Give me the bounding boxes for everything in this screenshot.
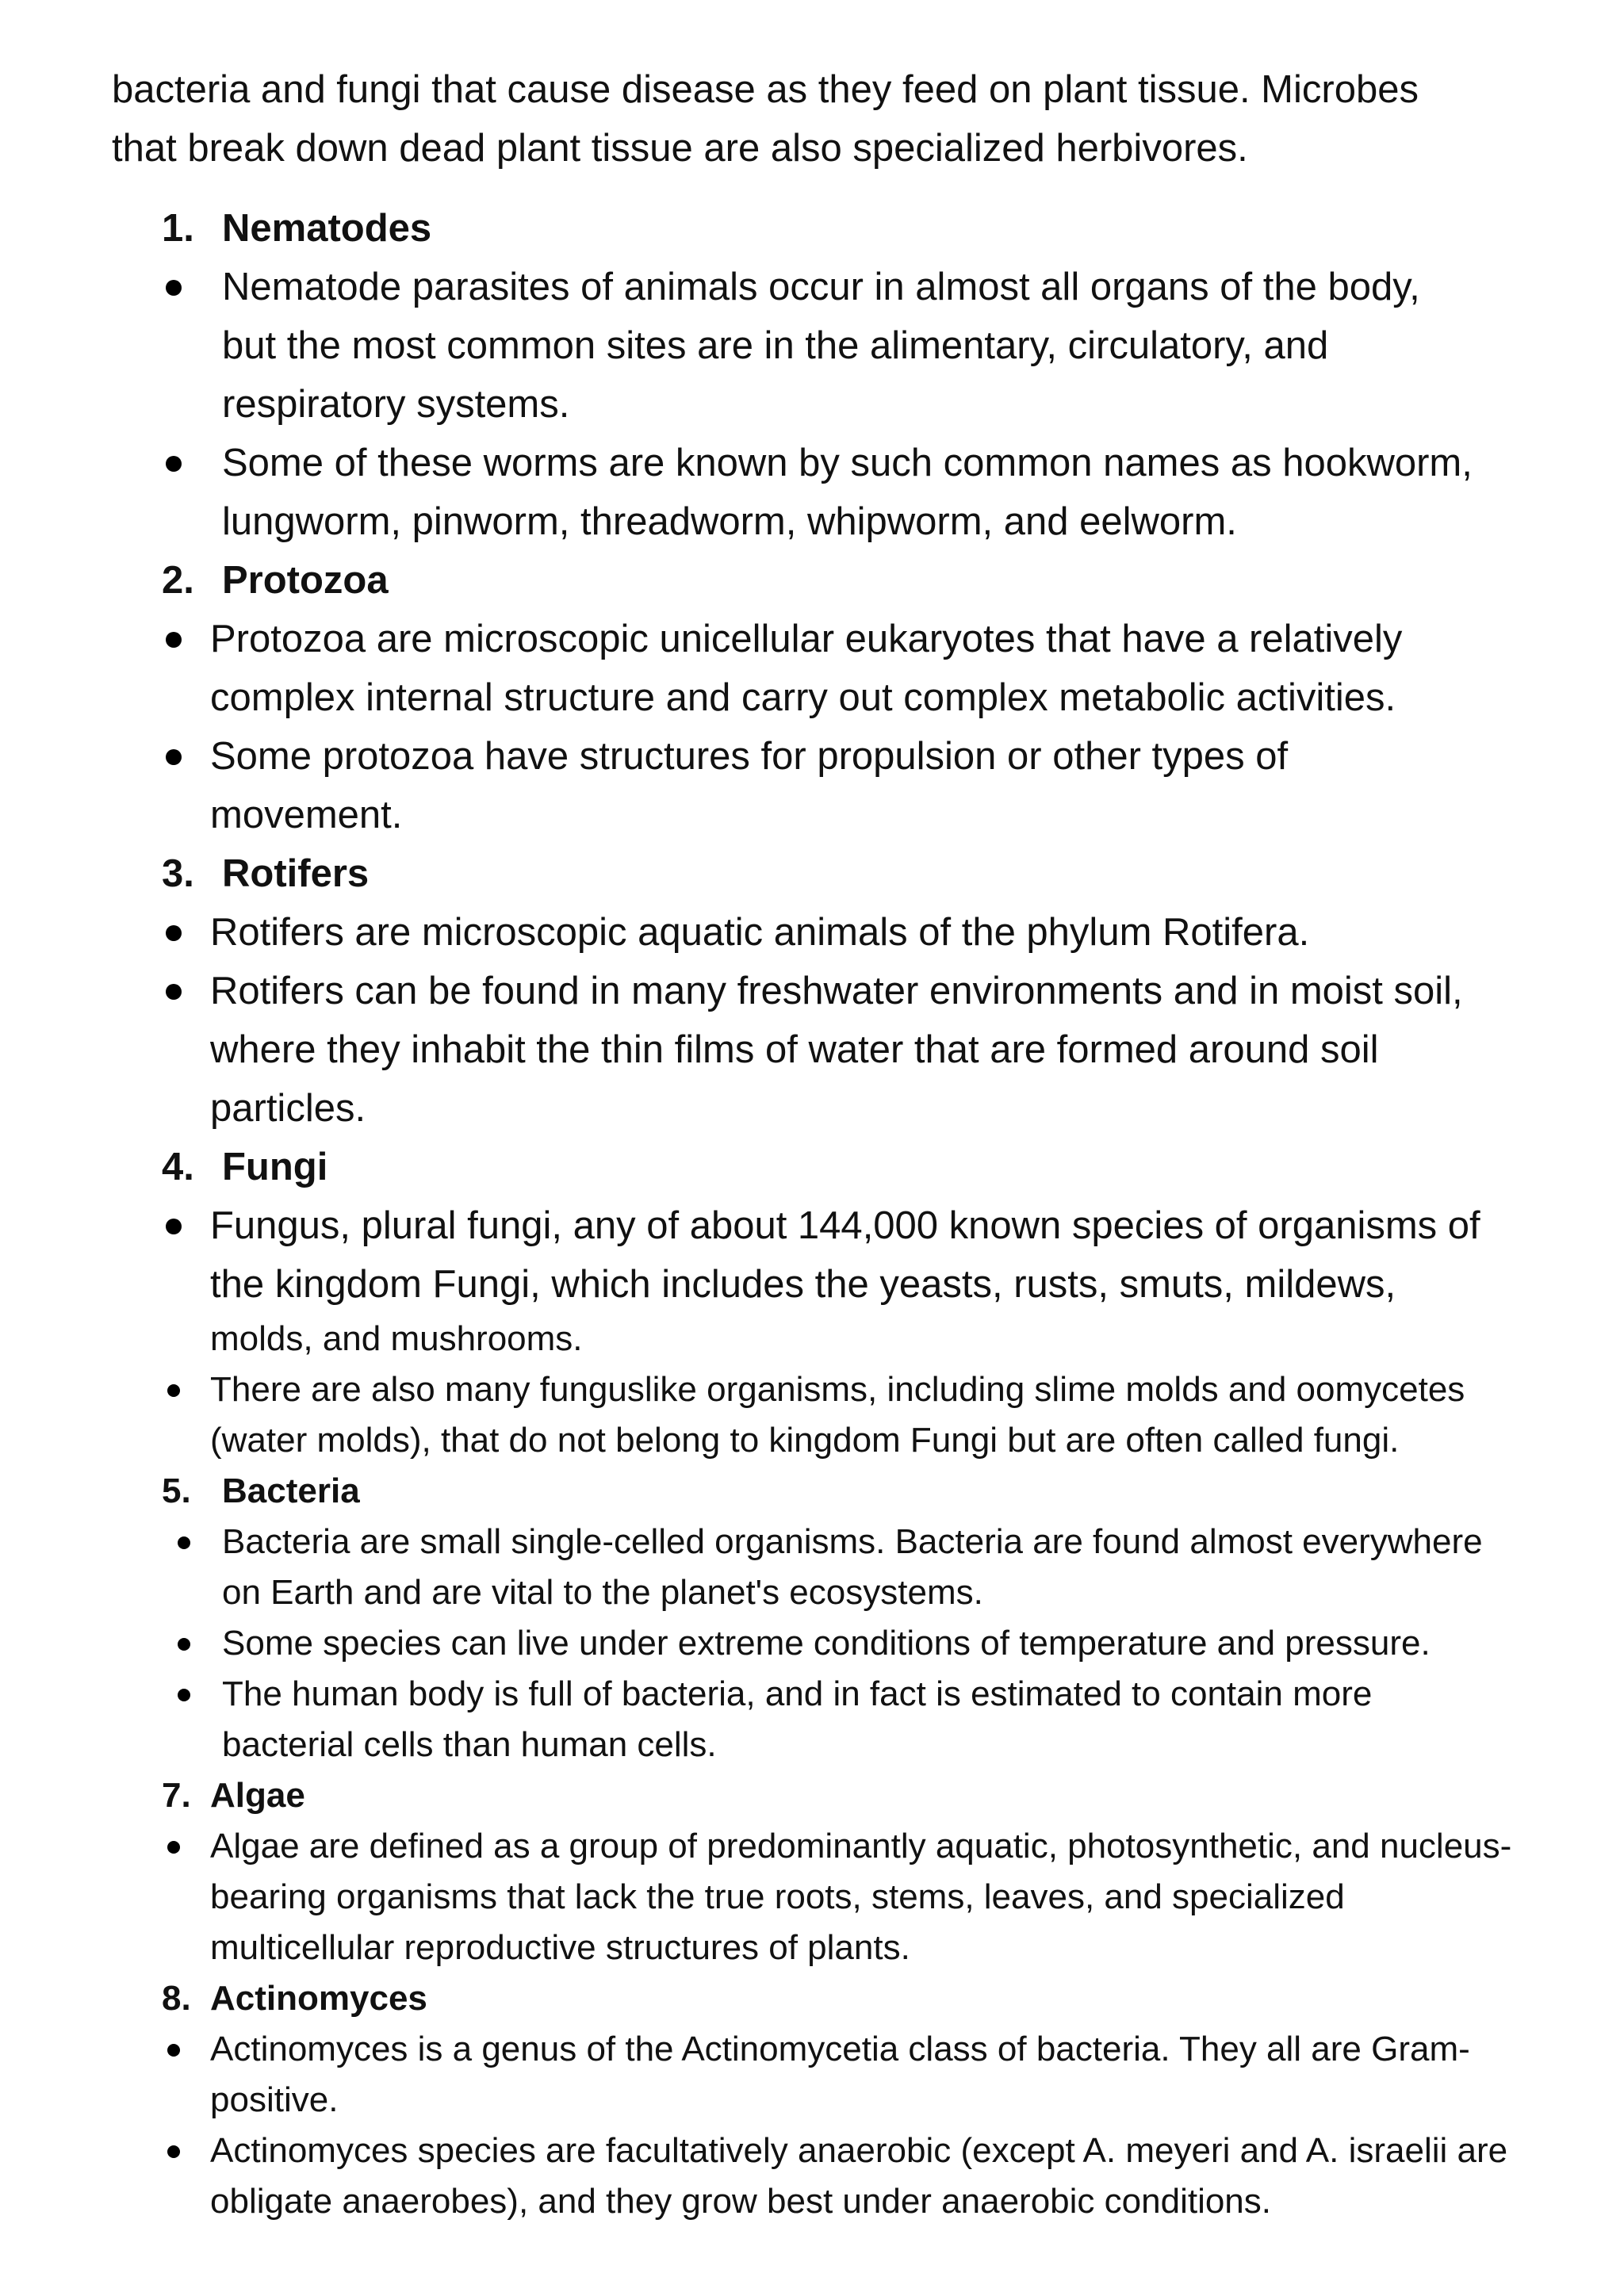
bullet-text-line: The human body is full of bacteria, and in fact is estimated to contain more xyxy=(222,1674,1373,1713)
bullet-text-line: complex internal structure and carry out complex metabolic activities. xyxy=(210,676,1396,719)
section-heading-rotifers xyxy=(0,844,1624,903)
intro-line: bacteria and fungi that cause disease as they feed on plant tissue. Microbes xyxy=(112,68,1419,111)
bullet-text-line: bearing organisms that lack the true roots, stems, leaves, and specialized xyxy=(210,1877,1345,1916)
bullet-text-line: bacterial cells than human cells. xyxy=(222,1725,717,1764)
bullet-dot xyxy=(167,2145,180,2158)
bullet-text-line: respiratory systems. xyxy=(222,383,570,426)
bullet-item xyxy=(0,2126,1624,2227)
section-number: 1. xyxy=(162,207,194,250)
section-heading-bacteria xyxy=(0,1466,1624,1517)
section-title: Algae xyxy=(210,1776,305,1815)
section-title: Rotifers xyxy=(222,852,370,895)
bullet-text-line: Some protozoa have structures for propulsion or other types of xyxy=(210,735,1289,778)
bullet-text-line: Some species can live under extreme conditions of temperature and pressure. xyxy=(222,1624,1431,1663)
bullet-item xyxy=(0,1821,1624,1973)
bullet-dot xyxy=(178,1536,190,1549)
bullet-dot xyxy=(178,1689,190,1701)
section-title: Bacteria xyxy=(222,1471,360,1510)
bullet-item xyxy=(0,1517,1624,1618)
bullet-item xyxy=(0,1618,1624,1669)
bullet-text-line: Fungus, plural fungi, any of about 144,000 known species of organisms of xyxy=(210,1204,1480,1247)
bullet-text-line: but the most common sites are in the alimentary, circulatory, and xyxy=(222,324,1329,367)
bullet-text-line: Rotifers are microscopic aquatic animals of the phylum Rotifera. xyxy=(210,911,1310,954)
bullet-text-line: Rotifers can be found in many freshwater environments and in moist soil, xyxy=(210,970,1463,1012)
bullet-item xyxy=(0,434,1624,551)
bullet-item xyxy=(0,258,1624,434)
bullet-item xyxy=(0,727,1624,844)
bullet-item xyxy=(0,1669,1624,1770)
bullet-text-line: Actinomyces species are facultatively anaerobic (except A. meyeri and A. israelii are xyxy=(210,2131,1508,2170)
section-number: 5. xyxy=(162,1471,191,1510)
bullet-dot xyxy=(167,1841,180,1854)
bullet-text-line: obligate anaerobes), and they grow best under anaerobic conditions. xyxy=(210,2182,1272,2221)
bullet-dot xyxy=(166,456,182,472)
bullet-dot xyxy=(167,2044,180,2057)
section-heading-actinomyces xyxy=(0,1973,1624,2024)
bullet-text-line: positive. xyxy=(210,2080,339,2119)
section-heading-nematodes xyxy=(0,199,1624,258)
section-number: 2. xyxy=(162,559,194,602)
bullet-text-line: movement. xyxy=(210,794,403,836)
bullet-text-line: Bacteria are small single-celled organisms. Bacteria are found almost everywhere xyxy=(222,1522,1483,1561)
bullet-text-line: on Earth and are vital to the planet's ecosystems. xyxy=(222,1573,983,1612)
bullet-text-line: Nematode parasites of animals occur in almost all organs of the body, xyxy=(222,266,1420,308)
bullet-text-line: where they inhabit the thin films of water that are formed around soil xyxy=(210,1028,1379,1071)
section-number: 8. xyxy=(162,1979,191,2018)
bullet-item xyxy=(0,962,1624,1138)
bullet-text-line: (water molds), that do not belong to kingdom Fungi but are often called fungi. xyxy=(210,1421,1400,1460)
section-heading-protozoa xyxy=(0,551,1624,610)
section-heading-algae xyxy=(0,1770,1624,1821)
bullet-text-line: There are also many funguslike organisms, including slime molds and oomycetes xyxy=(210,1370,1465,1409)
bullet-item xyxy=(0,610,1624,727)
section-number: 3. xyxy=(162,852,194,895)
bullet-item xyxy=(0,2024,1624,2126)
bullet-dot xyxy=(166,984,182,1000)
section-number: 7. xyxy=(162,1776,191,1815)
bullet-item xyxy=(0,1364,1624,1466)
bullet-text-line: Some of these worms are known by such common names as hookworm, xyxy=(222,442,1473,484)
bullet-dot xyxy=(167,1384,180,1397)
bullet-text-line: the kingdom Fungi, which includes the yeasts, rusts, smuts, mildews, xyxy=(210,1263,1396,1306)
bullet-dot xyxy=(166,1219,182,1234)
bullet-item xyxy=(0,903,1624,962)
section-title: Actinomyces xyxy=(210,1979,427,2018)
bullet-dot xyxy=(178,1638,190,1651)
bullet-dot xyxy=(166,280,182,296)
bullet-item xyxy=(0,1196,1624,1364)
bullet-dot xyxy=(166,925,182,941)
bullet-text-line: particles. xyxy=(210,1087,366,1130)
intro-line: that break down dead plant tissue are also specialized herbivores. xyxy=(112,127,1248,170)
bullet-text-line: Protozoa are microscopic unicellular eukaryotes that have a relatively xyxy=(210,618,1403,660)
intro-paragraph xyxy=(0,60,1624,178)
section-title: Nematodes xyxy=(222,207,432,250)
bullet-text-line: Actinomyces is a genus of the Actinomycetia class of bacteria. They all are Gram- xyxy=(210,2030,1470,2068)
bullet-text-line: lungworm, pinworm, threadworm, whipworm, and eelworm. xyxy=(222,500,1237,543)
section-heading-fungi xyxy=(0,1138,1624,1196)
section-title: Protozoa xyxy=(222,559,389,602)
bullet-text-line: Algae are defined as a group of predominantly aquatic, photosynthetic, and nucleus- xyxy=(210,1827,1512,1866)
section-title: Fungi xyxy=(222,1146,328,1188)
bullet-text-line: multicellular reproductive structures of plants. xyxy=(210,1928,910,1967)
section-number: 4. xyxy=(162,1146,194,1188)
bullet-text-line: molds, and mushrooms. xyxy=(210,1319,583,1358)
bullet-dot xyxy=(166,749,182,765)
bullet-dot xyxy=(166,632,182,648)
